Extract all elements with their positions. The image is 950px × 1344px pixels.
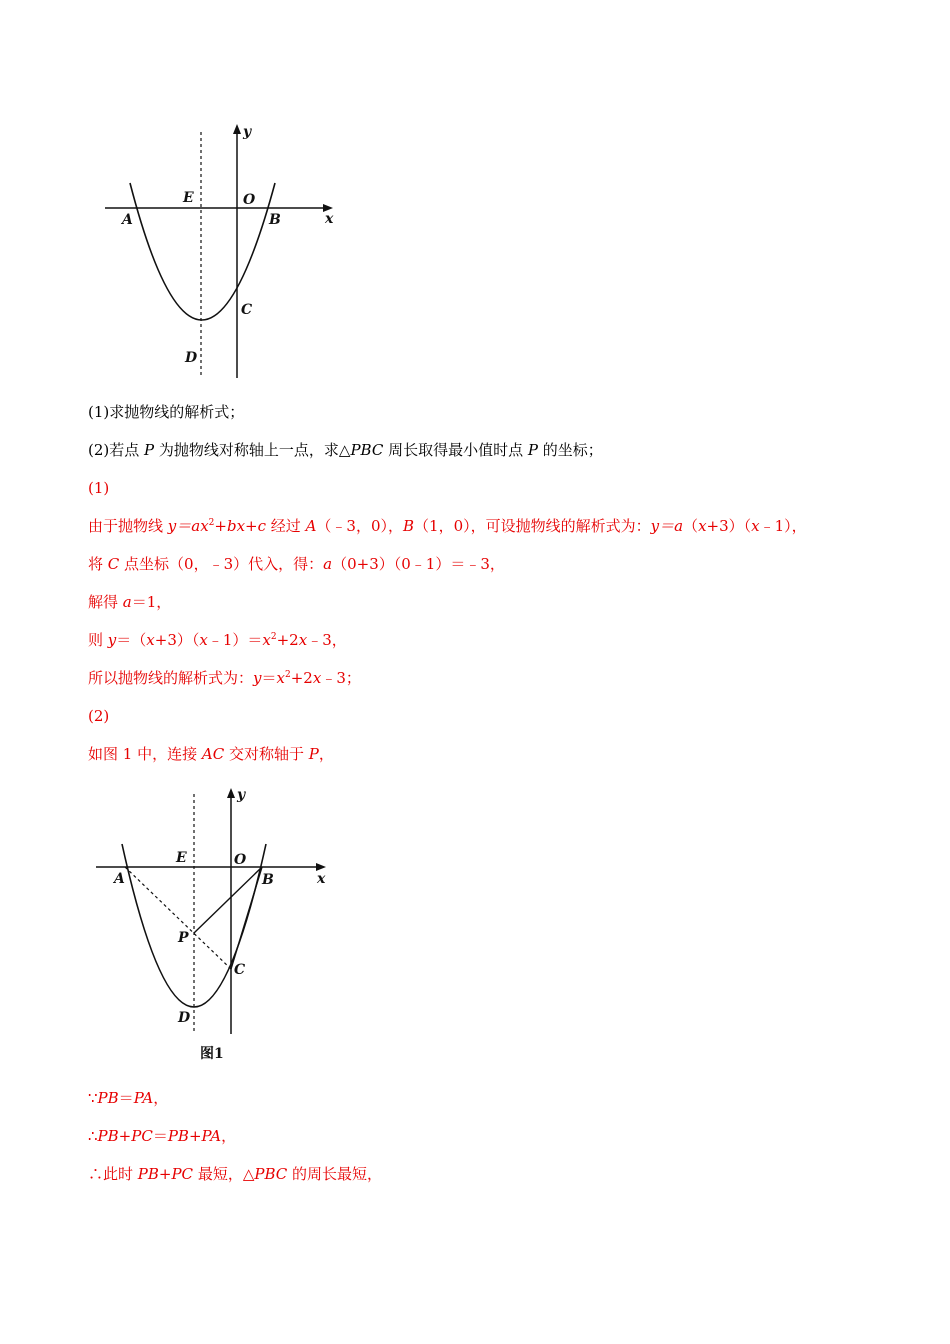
figure-caption: 图1 <box>200 1046 224 1062</box>
solution-line-8: ∴PB+PC＝PB+PA， <box>88 1127 237 1145</box>
solution-line-3: 解得 a＝1， <box>88 593 172 611</box>
parabola-figure-2 <box>90 782 340 1072</box>
label-x: x <box>325 211 334 227</box>
solution-line-4: 则 $y=(x+3)(x﹣1)=x^2+2x﹣3$， <box>88 631 347 649</box>
label-C: C <box>234 962 246 978</box>
label-D: D <box>185 350 198 366</box>
label-A: A <box>122 212 133 228</box>
solution-line-1: 由于抛物线 $y=ax^2+bx+c$ 经过 A（﹣3，0），B（1，0），可设抛物线的解析式为：y＝a（x+3）（x﹣1）， <box>88 517 807 535</box>
y-axis-arrow <box>227 788 235 798</box>
solution-line-5: 所以抛物线的解析式为：$y=x^2+2x﹣3$； <box>88 669 361 687</box>
label-D: D <box>178 1010 191 1026</box>
solution-line-7: ∵PB＝PA， <box>88 1089 169 1107</box>
label-y: y <box>243 124 252 140</box>
question-1: (1)求抛物线的解析式； <box>88 403 245 421</box>
label-B: B <box>269 212 281 228</box>
solution-line-6: 如图 1 中，连接 AC 交对称轴于 P， <box>88 745 334 763</box>
label-y: y <box>237 787 246 803</box>
solution-line-2: 将 C 点坐标（0，﹣3）代入，得：a（0+3）（0﹣1）＝﹣3， <box>88 555 505 573</box>
label-O: O <box>243 192 256 208</box>
label-O: O <box>234 852 247 868</box>
label-x: x <box>317 871 326 887</box>
question-2: (2)若点 P 为抛物线对称轴上一点，求△PBC 周长取得最小值时点 P 的坐标； <box>88 441 603 459</box>
solution-part2-label: (2) <box>88 707 110 725</box>
y-axis-arrow <box>233 124 241 134</box>
label-B: B <box>262 872 274 888</box>
label-E: E <box>183 190 194 206</box>
parabola-figure-1 <box>95 118 345 388</box>
label-C: C <box>241 302 253 318</box>
solution-part1-label: (1) <box>88 479 110 497</box>
label-P: P <box>178 930 189 946</box>
label-A: A <box>114 871 125 887</box>
solution-line-9: ∴此时 PB+PC 最短，△PBC 的周长最短， <box>88 1165 383 1183</box>
x-axis-arrow <box>316 863 326 871</box>
label-E: E <box>176 850 187 866</box>
